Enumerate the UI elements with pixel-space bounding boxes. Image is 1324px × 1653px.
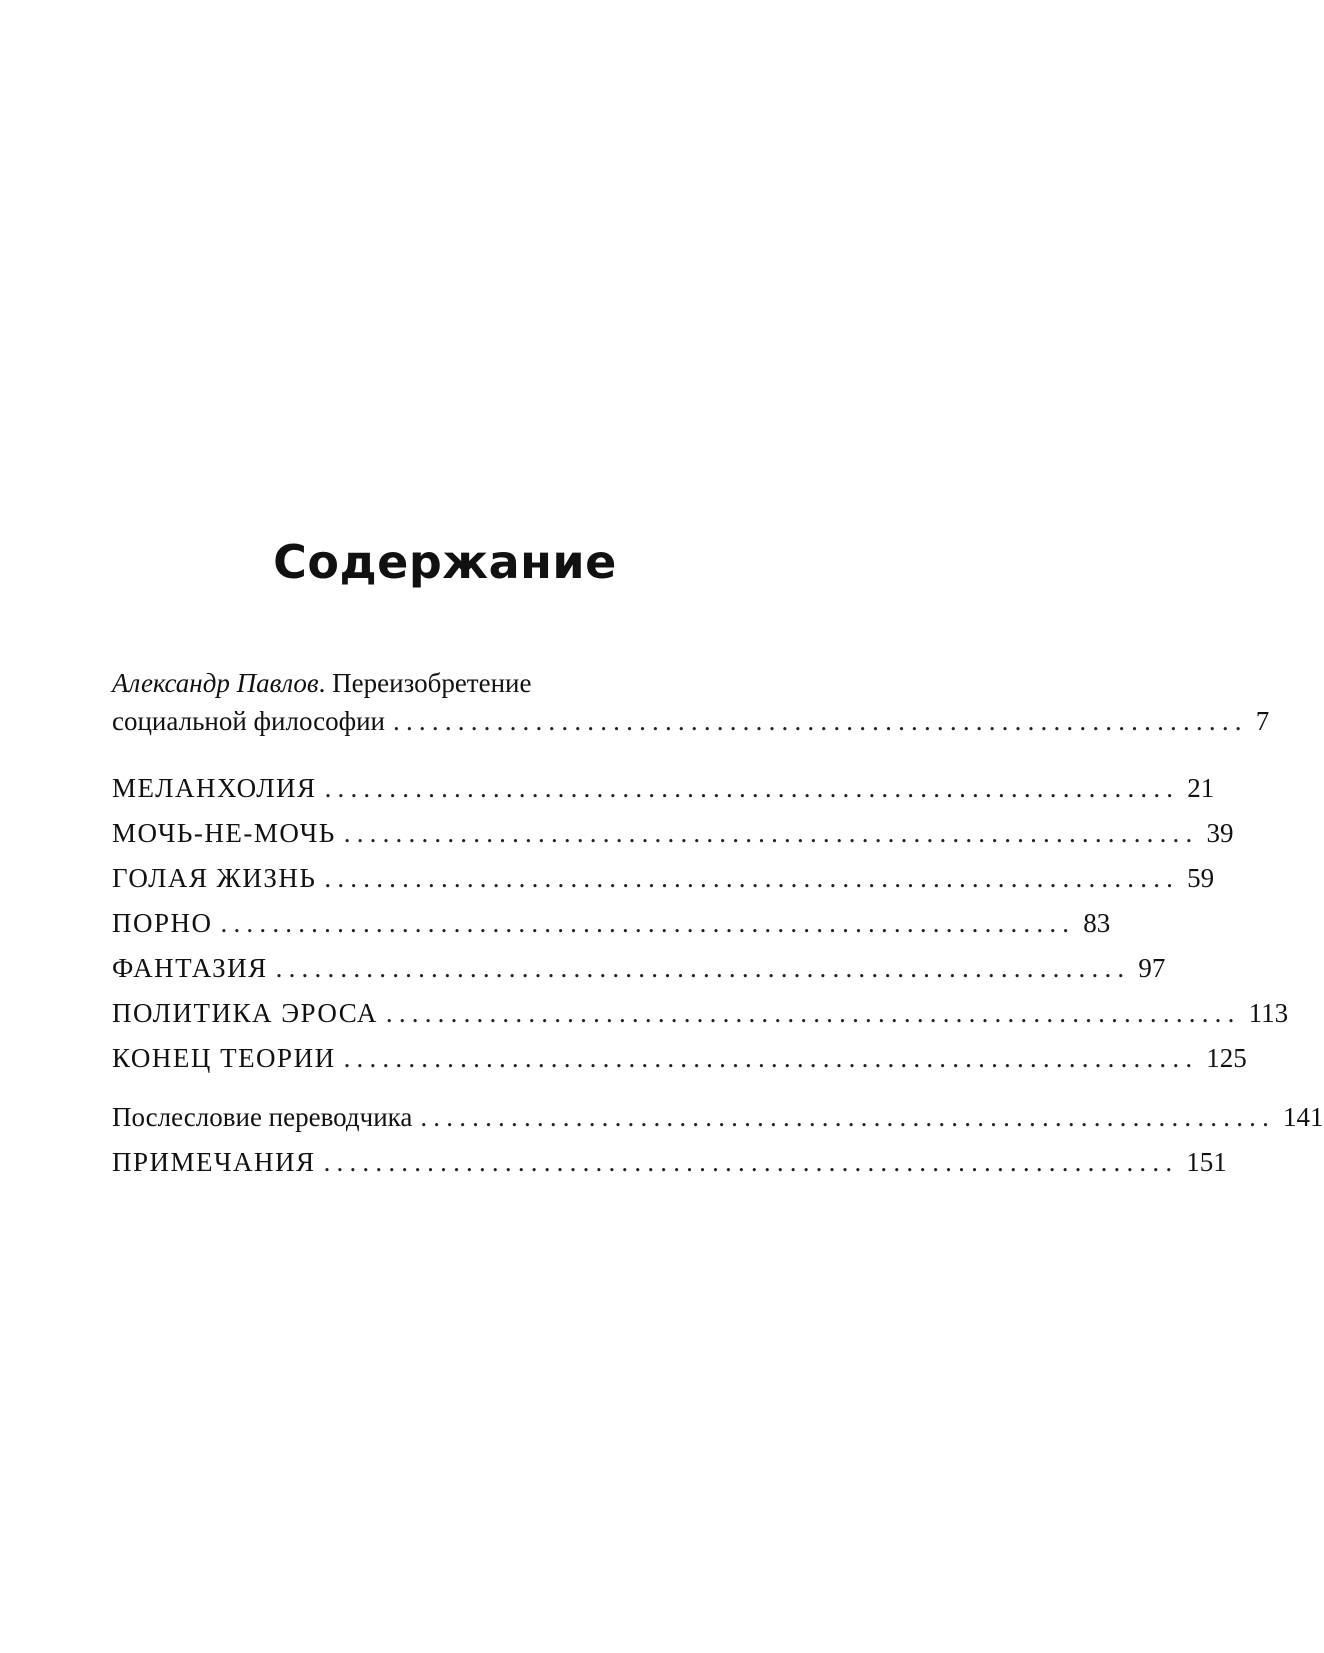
toc-entry[interactable] bbox=[112, 766, 1215, 811]
toc-entry[interactable] bbox=[112, 1140, 1227, 1185]
dot-leader: .................................................................. bbox=[343, 1043, 1199, 1073]
page-number: 7 bbox=[1255, 706, 1270, 736]
dot-leader: .................................................................. bbox=[275, 953, 1131, 983]
toc-entry[interactable] bbox=[112, 991, 1289, 1036]
dot-leader: .................................................................. bbox=[324, 773, 1180, 803]
toc-entry[interactable] bbox=[112, 856, 1215, 901]
page-number: 97 bbox=[1138, 953, 1166, 983]
intro-author: Александр Павлов bbox=[112, 668, 319, 698]
page-number: 59 bbox=[1187, 863, 1215, 893]
entry-label: ГОЛАЯ ЖИЗНЬ bbox=[112, 863, 317, 893]
intro-second-line bbox=[112, 702, 1270, 740]
back-matter-list bbox=[112, 1095, 1324, 1185]
toc-entry[interactable] bbox=[112, 946, 1166, 991]
toc-entry[interactable] bbox=[112, 811, 1234, 856]
page-number: 113 bbox=[1248, 998, 1289, 1028]
dot-leader: .................................................................. bbox=[323, 1147, 1179, 1177]
dot-leader: .................................................................. bbox=[343, 818, 1199, 848]
entry-label: Послесловие переводчика bbox=[112, 1102, 413, 1132]
toc-entry[interactable] bbox=[112, 901, 1111, 946]
dot-leader: .................................................................. bbox=[220, 908, 1076, 938]
dot-leader: .................................................................. bbox=[324, 863, 1180, 893]
toc-entry-intro[interactable] bbox=[112, 664, 1270, 740]
entry-label: КОНЕЦ ТЕОРИИ bbox=[112, 1043, 336, 1073]
entry-label: МОЧЬ-НЕ-МОЧЬ bbox=[112, 818, 336, 848]
table-of-contents bbox=[112, 664, 1324, 1185]
chapters-list bbox=[112, 766, 1289, 1081]
page-number: 141 bbox=[1283, 1102, 1324, 1132]
page-number: 21 bbox=[1187, 773, 1215, 803]
page-number: 151 bbox=[1186, 1147, 1227, 1177]
page-number: 83 bbox=[1083, 908, 1111, 938]
entry-label: ФАНТАЗИЯ bbox=[112, 953, 268, 983]
dot-leader: .................................................................. bbox=[385, 998, 1241, 1028]
dot-leader: .................................................................. bbox=[420, 1102, 1276, 1132]
entry-label: МЕЛАНХОЛИЯ bbox=[112, 773, 317, 803]
dot-leader: .................................................................. bbox=[393, 706, 1248, 736]
page-number: 125 bbox=[1206, 1043, 1247, 1073]
toc-entry[interactable] bbox=[112, 1036, 1247, 1081]
page-number: 39 bbox=[1206, 818, 1234, 848]
intro-title-part2: социальной философии bbox=[112, 706, 386, 736]
entry-label: ПОРНО bbox=[112, 908, 213, 938]
intro-title-part1: . Переизобретение bbox=[318, 668, 532, 698]
toc-entry[interactable] bbox=[112, 1095, 1324, 1140]
page-title: Содержание bbox=[273, 535, 617, 589]
entry-label: ПРИМЕЧАНИЯ bbox=[112, 1147, 316, 1177]
intro-first-line bbox=[112, 664, 720, 702]
entry-label: ПОЛИТИКА ЭРОСА bbox=[112, 998, 378, 1028]
